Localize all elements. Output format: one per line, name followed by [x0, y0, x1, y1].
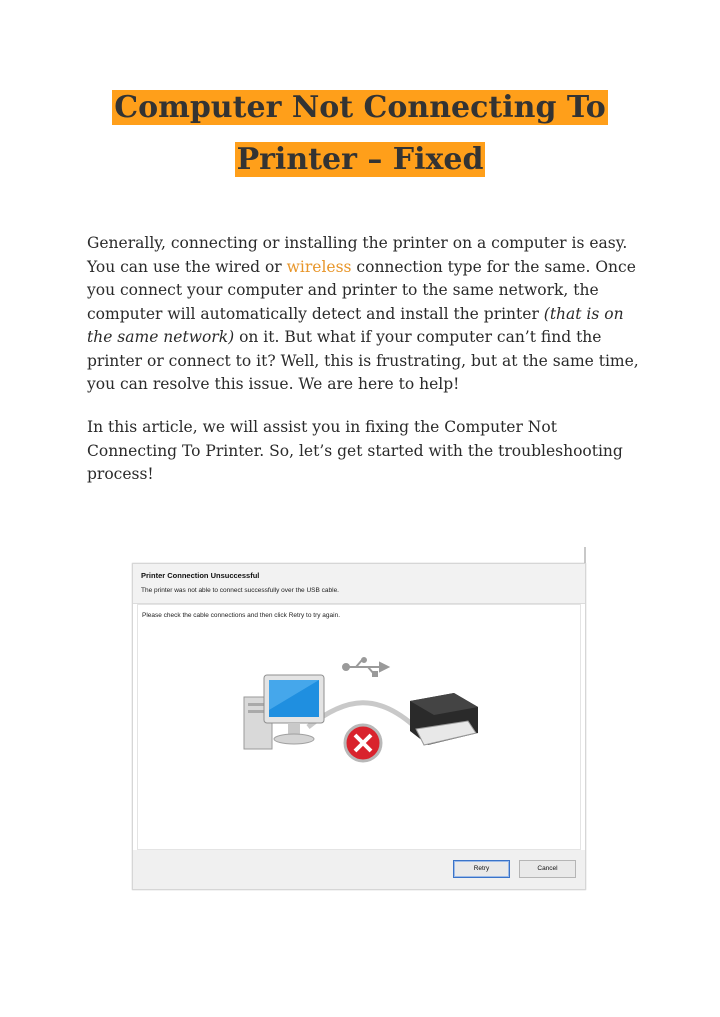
dialog-title: Printer Connection Unsuccessful: [141, 571, 260, 580]
p1-text-b: connection type for the same. Once you connect your computer and printer to the same network, the computer will automatically detect and install the printer: [87, 257, 636, 323]
dialog-subtitle: The printer was not able to connect successfully over the USB cable.: [141, 587, 339, 594]
dialog-screenshot: [132, 563, 586, 890]
usb-icon: [343, 658, 388, 676]
intro-paragraph: [87, 232, 647, 397]
computer-icon: [244, 675, 324, 749]
second-paragraph: In this article, we will assist you in fixing the Computer Not Connecting To Printer. So, let’s get started with the troubleshooting process!: [87, 418, 623, 483]
article-title: [0, 82, 720, 186]
error-icon: [345, 725, 381, 761]
dialog-header: [133, 564, 585, 604]
p1-text-a: Generally, connecting or installing the printer on a computer is easy. You can use the wired or: [87, 234, 628, 276]
title-line-2: Printer – Fixed: [236, 142, 484, 177]
printer-icon: [410, 693, 478, 745]
connection-illustration: [238, 655, 488, 785]
dialog-message: Please check the cable connections and then click Retry to try again.: [142, 612, 340, 619]
p1-text-c: on it. But what if your computer can’t find the printer or connect to it? Well, this is frustrating, but at the same time, you can resolve this issue. We are here to help!: [87, 328, 639, 393]
dialog-footer: [133, 850, 585, 889]
title-line-1: Computer Not Connecting To: [114, 90, 606, 125]
retry-button[interactable]: Retry: [453, 860, 510, 878]
cancel-button[interactable]: Cancel: [519, 860, 576, 878]
p1-emphasis: (that is on the same network): [87, 304, 624, 346]
dialog-body: [137, 604, 581, 850]
wireless-link[interactable]: wireless: [286, 257, 352, 276]
